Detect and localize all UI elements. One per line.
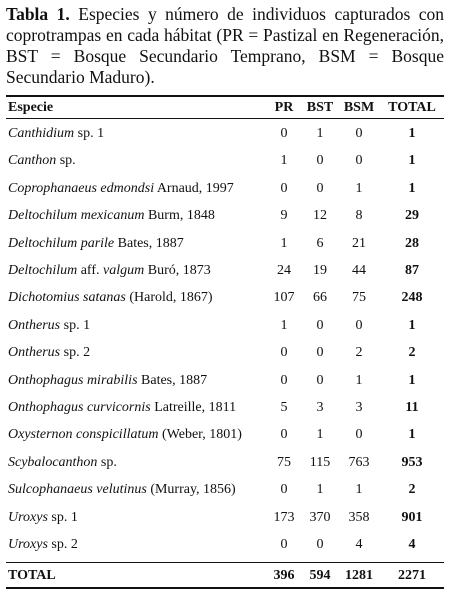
species-name	[8, 506, 78, 530]
species-genus: Coprophanaeus edmondsi	[8, 180, 155, 196]
cell-total: 11	[405, 400, 419, 415]
species-rest: Latreille, 1811	[150, 400, 237, 415]
cell-total: 901	[401, 509, 423, 525]
cell-bst: 1	[316, 427, 324, 443]
cell-pr: 0	[280, 537, 288, 552]
cell-total: 29	[405, 208, 419, 224]
table-row	[6, 423, 444, 447]
cell-bsm: 0	[355, 153, 363, 169]
total-row	[6, 564, 444, 588]
cell-bsm: 0	[355, 427, 363, 443]
table-caption	[6, 4, 444, 88]
species-genus: Ontherus	[8, 317, 61, 333]
top-rule	[6, 95, 444, 97]
table-row	[6, 314, 444, 338]
species-rest: Bates, 1887	[114, 235, 184, 251]
species-rest: (Harold, 1867)	[125, 290, 213, 306]
table-row	[6, 533, 444, 557]
species-rest: sp.	[97, 454, 117, 470]
table-row	[6, 286, 444, 310]
species-rest: Burm, 1848	[144, 208, 215, 224]
species-rest: (Weber, 1801)	[158, 427, 242, 443]
cell-pr: 1	[280, 317, 288, 333]
cell-bst: 1	[316, 482, 324, 498]
table-row	[6, 204, 444, 228]
cell-pr: 0	[280, 345, 288, 361]
cell-bst: 115	[309, 454, 331, 470]
species-rest: sp. 1	[47, 509, 78, 525]
species-name	[8, 122, 104, 146]
table-row	[6, 369, 444, 393]
species-name	[8, 204, 215, 228]
species-rest: sp. 1	[74, 126, 105, 141]
cell-pr: 0	[280, 482, 288, 498]
species-rest: sp. 1	[60, 317, 91, 333]
cell-bsm: 1	[355, 180, 363, 196]
species-name	[8, 533, 78, 557]
cell-bsm: 75	[352, 290, 366, 306]
cell-total: 4	[408, 537, 416, 552]
cell-pr: 173	[273, 509, 295, 525]
table-row	[6, 506, 444, 530]
table-row	[6, 341, 444, 365]
table-row	[6, 177, 444, 201]
species-rest: sp. 2	[60, 345, 91, 361]
bottom-rule	[6, 587, 444, 589]
cell-bsm: 0	[355, 317, 363, 333]
table-row	[6, 122, 444, 146]
cell-bsm: 1	[355, 372, 363, 388]
table-label: Tabla 1.	[6, 4, 70, 24]
cell-pr: 24	[277, 263, 291, 278]
species-genus: Deltochilum	[8, 263, 78, 278]
cell-bst: 1	[316, 126, 324, 141]
cell-bst: 6	[316, 235, 324, 251]
cell-bsm: 8	[355, 208, 363, 224]
cell-bst: 0	[316, 153, 324, 169]
cell-bst: 66	[313, 290, 327, 306]
cell-total: 953	[401, 454, 423, 470]
cell-total: 1	[408, 427, 416, 443]
cell-bst: 0	[316, 317, 324, 333]
species-name	[8, 232, 184, 256]
header-total: TOTAL	[388, 100, 436, 115]
species-genus: Oxysternon conspicillatum	[8, 427, 159, 443]
species-genus: Dichotomius satanas	[8, 290, 126, 306]
species-genus: Scybalocanthon	[8, 454, 98, 470]
cell-pr: 0	[280, 372, 288, 388]
cell-bsm: 21	[352, 235, 366, 251]
total-rule	[6, 562, 444, 563]
species-genus: Deltochilum parile	[8, 235, 115, 251]
species-rest: sp.	[56, 153, 76, 169]
species-rest: Bates, 1887	[137, 372, 208, 388]
cell-pr: 107	[273, 290, 295, 306]
total-pr: 396	[273, 568, 295, 583]
cell-bsm: 763	[348, 454, 370, 470]
cell-bsm: 358	[348, 509, 370, 525]
cell-total: 1	[408, 126, 416, 141]
header-bsm: BSM	[343, 100, 375, 115]
cell-bst: 19	[313, 263, 327, 278]
cell-bst: 0	[316, 180, 324, 196]
table-row	[6, 259, 444, 283]
header-pr: PR	[274, 100, 294, 115]
species-genus: Onthophagus curvicornis	[8, 400, 151, 415]
cell-total: 1	[408, 153, 416, 169]
species-name	[8, 369, 207, 393]
table-row	[6, 451, 444, 475]
table-row	[6, 478, 444, 502]
header-bst: BST	[306, 100, 334, 115]
species-epithet: valgum	[103, 263, 145, 278]
cell-bst: 0	[316, 537, 324, 552]
cell-bsm: 2	[355, 345, 363, 361]
table-row	[6, 149, 444, 173]
cell-total: 248	[401, 290, 423, 306]
species-rest: Arnaud, 1997	[154, 180, 234, 196]
cell-total: 28	[405, 235, 419, 251]
cell-pr: 0	[280, 427, 288, 443]
table-row	[6, 396, 444, 420]
cell-bst: 370	[309, 509, 331, 525]
table-row	[6, 232, 444, 256]
species-name	[8, 177, 234, 201]
total-bsm: 1281	[345, 568, 373, 583]
species-name	[8, 396, 236, 420]
species-genus: Deltochilum mexicanum	[8, 208, 145, 224]
cell-pr: 0	[280, 126, 288, 141]
cell-bst: 0	[316, 345, 324, 361]
species-rest: aff.	[77, 263, 104, 278]
species-name	[8, 423, 242, 447]
species-genus: Canthidium	[8, 126, 75, 141]
total-label: TOTAL	[8, 568, 56, 583]
species-name	[8, 286, 213, 310]
cell-pr: 5	[280, 400, 288, 415]
species-genus: Onthophagus mirabilis	[8, 372, 138, 388]
cell-bsm: 4	[355, 537, 363, 552]
cell-bsm: 3	[355, 400, 363, 415]
total-bst: 594	[309, 568, 331, 583]
species-genus: Sulcophanaeus velutinus	[8, 482, 147, 498]
species-author: Buró, 1873	[144, 263, 211, 278]
species-rest: (Murray, 1856)	[146, 482, 236, 498]
header-especie: Especie	[8, 100, 54, 115]
cell-bst: 0	[316, 372, 324, 388]
total-total: 2271	[398, 568, 426, 583]
cell-total: 1	[408, 180, 416, 196]
cell-bst: 12	[313, 208, 327, 224]
cell-pr: 75	[277, 454, 291, 470]
cell-total: 87	[405, 263, 419, 278]
species-name	[8, 259, 211, 283]
species-name	[8, 149, 76, 173]
cell-total: 1	[408, 317, 416, 333]
species-rest: sp. 2	[47, 537, 78, 552]
cell-pr: 1	[280, 235, 288, 251]
cell-pr: 9	[280, 208, 288, 224]
species-name	[8, 314, 90, 338]
species-name	[8, 478, 236, 502]
species-name	[8, 341, 90, 365]
cell-bsm: 44	[352, 263, 366, 278]
species-genus: Uroxys	[8, 509, 48, 525]
cell-pr: 0	[280, 180, 288, 196]
cell-pr: 1	[280, 153, 288, 169]
cell-total: 2	[408, 345, 416, 361]
species-genus: Ontherus	[8, 345, 61, 361]
species-genus: Uroxys	[8, 537, 48, 552]
species-name	[8, 451, 117, 475]
caption-text: Especies y número de individuos capturados con coprotrampas en cada hábitat (PR = Pastizal en Regeneración, BST = Bosque Secundario Temprano, BSM = Bosque Secundario Maduro).	[6, 4, 445, 87]
header-rule	[6, 118, 444, 119]
cell-total: 2	[408, 482, 416, 498]
cell-bst: 3	[316, 400, 324, 415]
species-genus: Canthon	[8, 153, 57, 169]
cell-bsm: 1	[355, 482, 363, 498]
cell-bsm: 0	[355, 126, 363, 141]
cell-total: 1	[408, 372, 416, 388]
